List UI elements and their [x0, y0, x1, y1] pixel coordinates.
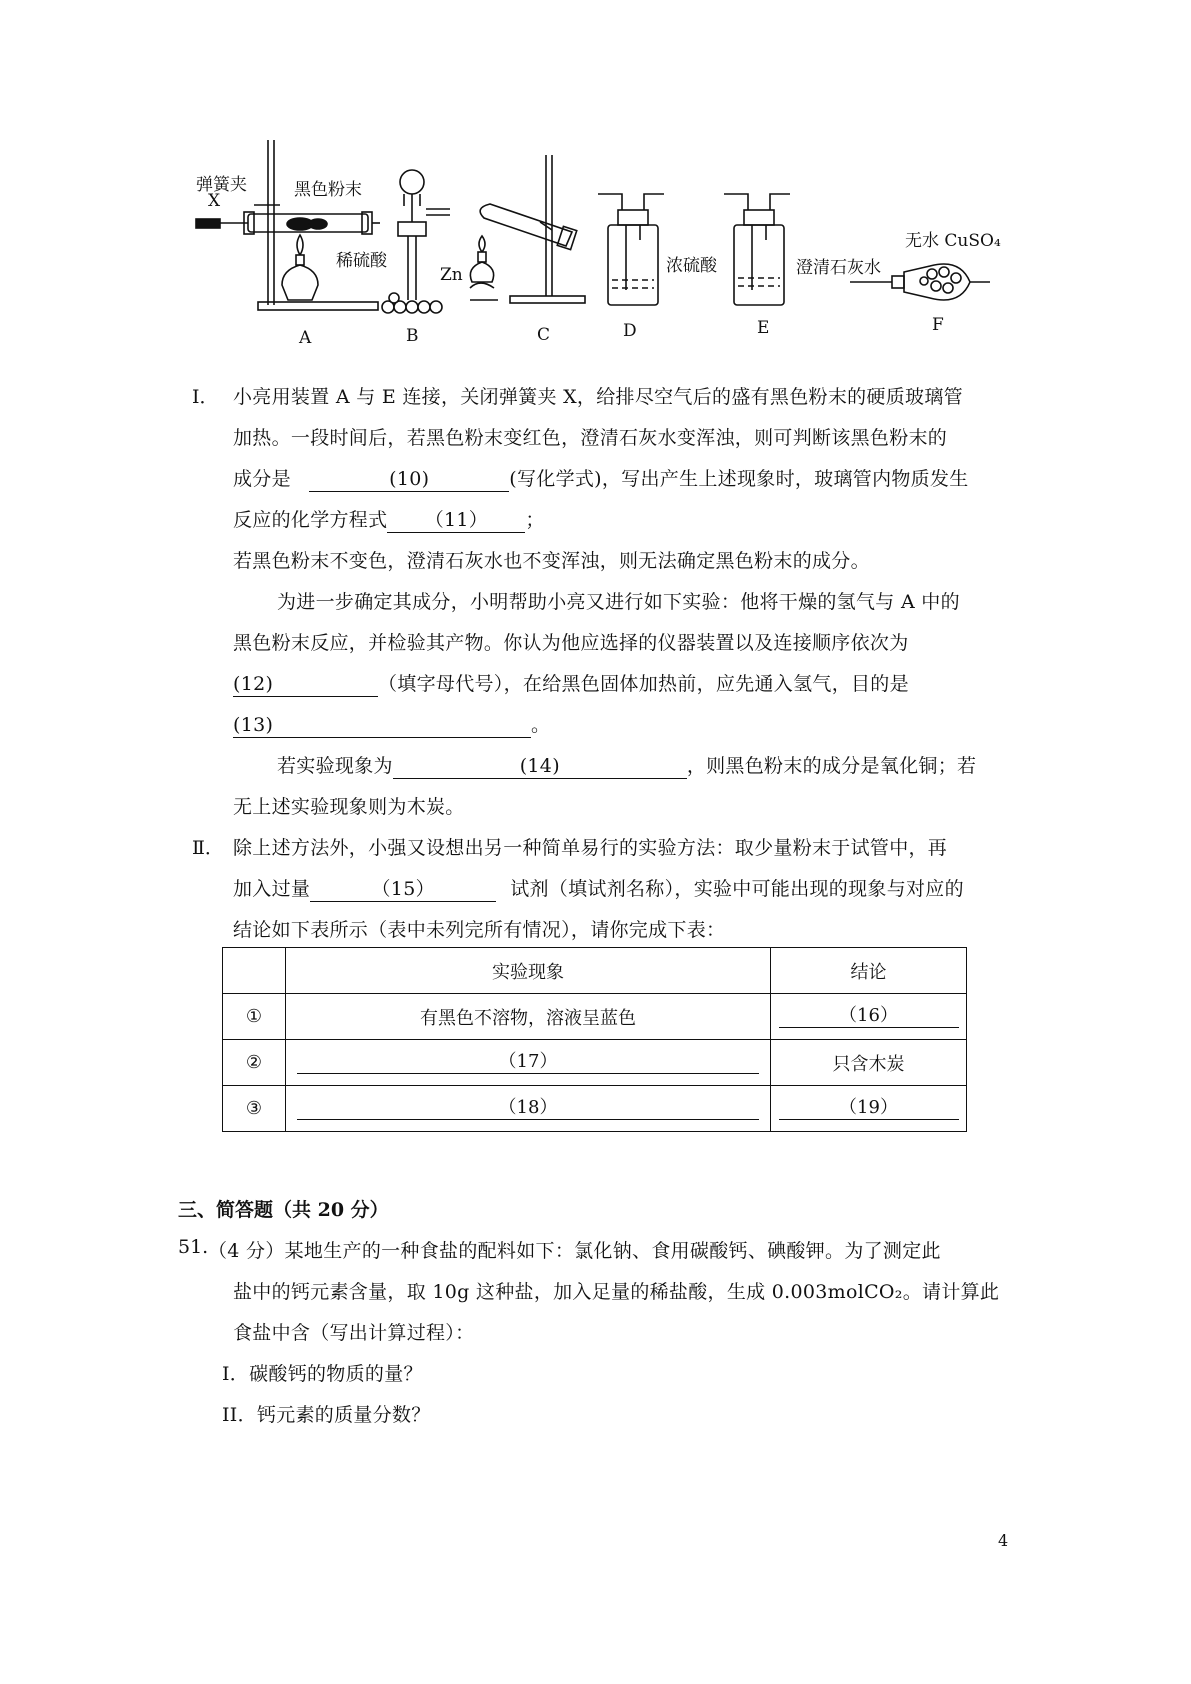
part1-line-8 — [233, 669, 909, 697]
alcohol-lamp-c — [470, 262, 493, 282]
letter-d: D — [623, 321, 637, 341]
row-conclusion: 只含木炭 — [771, 1040, 967, 1086]
part2-line-1: 除上述方法外，小强又设想出另一种简单易行的实验方法：取少量粉末于试管中，再 — [233, 837, 948, 859]
results-table — [222, 947, 967, 1132]
label-zn: Zn — [440, 265, 463, 285]
blank-14[interactable]: (14) — [393, 756, 687, 779]
letter-a: A — [299, 328, 312, 348]
table-row — [223, 1040, 967, 1086]
question-51-sub-1: I．碳酸钙的物质的量？ — [222, 1363, 423, 1385]
blank-18[interactable]: （18） — [297, 1097, 759, 1120]
row-phenomenon — [286, 1040, 771, 1086]
part1-line-4-b: ； — [525, 509, 545, 531]
part2-marker: Ⅱ． — [192, 837, 224, 859]
row-phenomenon: 有黑色不溶物，溶液呈蓝色 — [286, 994, 771, 1040]
table-row — [223, 994, 967, 1040]
label-clip-x: X — [208, 191, 221, 211]
letter-c: C — [537, 325, 551, 345]
part1-line-10 — [277, 751, 976, 779]
table-row — [223, 1086, 967, 1132]
section3-heading: 三、简答题（共 20 分） — [178, 1199, 389, 1221]
apparatus-diagram — [0, 0, 1191, 350]
blank-12[interactable]: (12) — [233, 674, 378, 697]
alcohol-lamp-a — [282, 265, 318, 300]
blank-11[interactable]: （11） — [387, 510, 525, 533]
part2-line-3: 结论如下表所示（表中未列完所有情况），请你完成下表： — [233, 919, 726, 941]
part1-marker: Ⅰ． — [192, 386, 219, 408]
row-no: ③ — [223, 1086, 286, 1132]
label-cuso4: 无水 CuSO₄ — [905, 231, 1001, 251]
question-51-line-3: 食盐中含（写出计算过程）： — [233, 1322, 475, 1344]
part1-line-3 — [233, 464, 969, 492]
funnel-b — [400, 170, 424, 194]
part1-line-4-a: 反应的化学方程式 — [233, 509, 388, 531]
bottle-d — [608, 225, 658, 305]
test-tube-c — [480, 204, 572, 246]
row-phenomenon — [286, 1086, 771, 1132]
part1-line-10-b: ，则黑色粉末的成分是氧化铜；若 — [686, 755, 977, 777]
table-header-row — [223, 948, 967, 994]
part1-line-2: 加热。一段时间后，若黑色粉末变红色，澄清石灰水变浑浊，则可判断该黑色粉末的 — [233, 427, 948, 449]
cuso4-granules — [920, 267, 961, 293]
label-dilute-h2so4: 稀硫酸 — [336, 251, 387, 271]
row-no: ② — [223, 1040, 286, 1086]
row-no: ① — [223, 994, 286, 1040]
label-spring-clip: 弹簧夹 — [196, 175, 247, 195]
part2-line-2-a: 加入过量 — [233, 878, 311, 900]
part1-line-7: 黑色粉末反应，并检验其产物。你认为他应选择的仪器装置以及连接顺序依次为 — [233, 632, 909, 654]
question-51-line-1: （4 分）某地生产的一种食盐的配料如下：氯化钠、食用碳酸钙、碘酸钾。为了测定此 — [208, 1240, 941, 1262]
header-phenomenon: 实验现象 — [286, 948, 771, 994]
part1-line-3-b: (写化学式)，写出产生上述现象时，玻璃管内物质发生 — [509, 468, 969, 490]
part2-line-2 — [233, 874, 964, 902]
part1-line-9 — [233, 710, 550, 738]
question-51-sub-2: II．钙元素的质量分数？ — [222, 1404, 431, 1426]
part1-line-10-a: 若实验现象为 — [277, 755, 393, 777]
letter-b: B — [406, 326, 419, 346]
blank-13[interactable]: (13) — [233, 715, 531, 738]
blank-16[interactable]: （16） — [779, 1005, 959, 1028]
blank-10[interactable]: (10) — [309, 469, 509, 492]
label-black-powder: 黑色粉末 — [294, 180, 362, 200]
part1-line-1: 小亮用装置 A 与 E 连接，关闭弹簧夹 X，给排尽空气后的盛有黑色粉末的硬质玻璃管 — [233, 386, 963, 408]
header-conclusion: 结论 — [771, 948, 967, 994]
page-number: 4 — [998, 1531, 1009, 1550]
part1-line-5: 若黑色粉末不变色，澄清石灰水也不变浑浊，则无法确定黑色粉末的成分。 — [233, 550, 870, 572]
blank-15[interactable]: （15） — [310, 879, 496, 902]
row-conclusion — [771, 994, 967, 1040]
label-limewater: 澄清石灰水 — [796, 258, 881, 278]
part2-line-2-b: 试剂（填试剂名称），实验中可能出现的现象与对应的 — [510, 878, 964, 900]
spring-clip-x — [196, 219, 220, 228]
blank-19[interactable]: （19） — [779, 1097, 959, 1120]
question-51-number: 51. — [178, 1236, 209, 1258]
header-no — [223, 948, 286, 994]
part1-line-9-b: 。 — [531, 714, 551, 736]
zinc-granules — [382, 293, 442, 313]
letter-e: E — [757, 318, 770, 338]
label-conc-h2so4: 浓硫酸 — [666, 256, 717, 276]
blank-17[interactable]: （17） — [297, 1051, 759, 1074]
part1-line-4 — [233, 505, 545, 533]
part1-line-6: 为进一步确定其成分，小明帮助小亮又进行如下实验：他将干燥的氢气与 A 中的 — [277, 591, 960, 613]
question-51-line-2: 盐中的钙元素含量，取 10g 这种盐，加入足量的稀盐酸，生成 0.003molCO₂。请计算此 — [233, 1281, 1000, 1303]
stand-base-a — [258, 302, 378, 310]
letter-f: F — [932, 315, 944, 335]
row-conclusion — [771, 1086, 967, 1132]
part1-line-3-a: 成分是 — [233, 468, 291, 490]
stand-base-c — [510, 296, 585, 303]
bottle-e — [734, 225, 784, 305]
part1-line-11: 无上述实验现象则为木炭。 — [233, 796, 465, 818]
part1-line-8-b: （填字母代号），在给黑色固体加热前，应先通入氢气，目的是 — [378, 673, 909, 695]
